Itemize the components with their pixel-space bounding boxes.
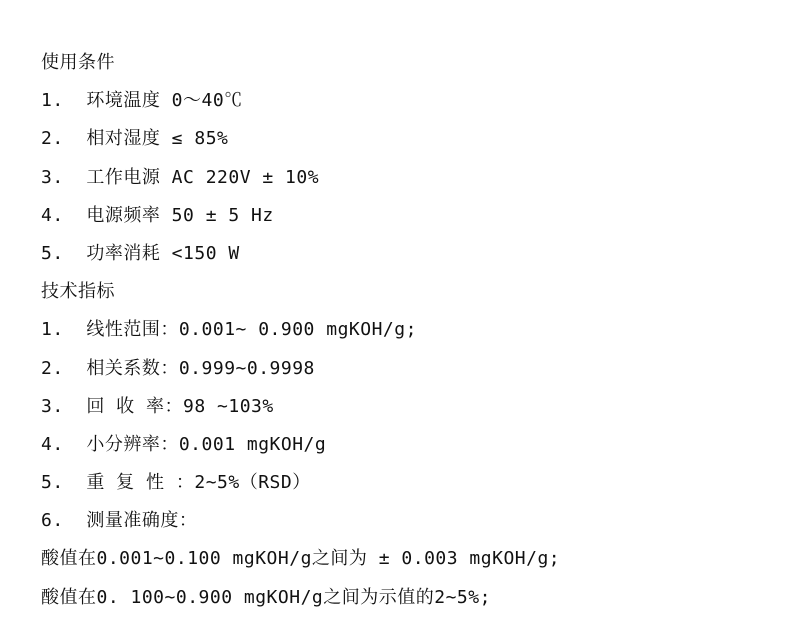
list-item: 4. 小分辨率：0.001 mgKOH/g bbox=[41, 433, 327, 455]
list-item: 4. 电源频率 50 ± 5 Hz bbox=[41, 204, 274, 226]
list-item: 2. 相关系数：0.999~0.9998 bbox=[41, 357, 315, 379]
section-heading-usage-conditions: 使用条件 bbox=[41, 52, 115, 73]
list-item: 5. 功率消耗 <150 W bbox=[41, 242, 240, 264]
list-item: 1. 线性范围：0.001~ 0.900 mgKOH/g; bbox=[41, 319, 417, 341]
accuracy-detail-line: 酸值在0. 100~0.900 mgKOH/g之间为示值的2~5%; bbox=[41, 586, 491, 608]
list-item: 3. 回 收 率：98 ~103% bbox=[41, 395, 274, 417]
list-item: 2. 相对湿度 ≤ 85% bbox=[41, 128, 229, 150]
list-item: 1. 环境温度 0～40℃ bbox=[41, 90, 243, 112]
list-item: 3. 工作电源 AC 220V ± 10% bbox=[41, 166, 320, 188]
document-body bbox=[41, 44, 781, 617]
list-item: 6. 测量准确度： bbox=[41, 510, 198, 532]
section-heading-technical-specs: 技术指标 bbox=[41, 281, 115, 303]
accuracy-detail-line: 酸值在0.001~0.100 mgKOH/g之间为 ± 0.003 mgKOH/g; bbox=[41, 548, 561, 570]
list-item: 5. 重 复 性 ：2~5%（RSD） bbox=[41, 472, 311, 494]
